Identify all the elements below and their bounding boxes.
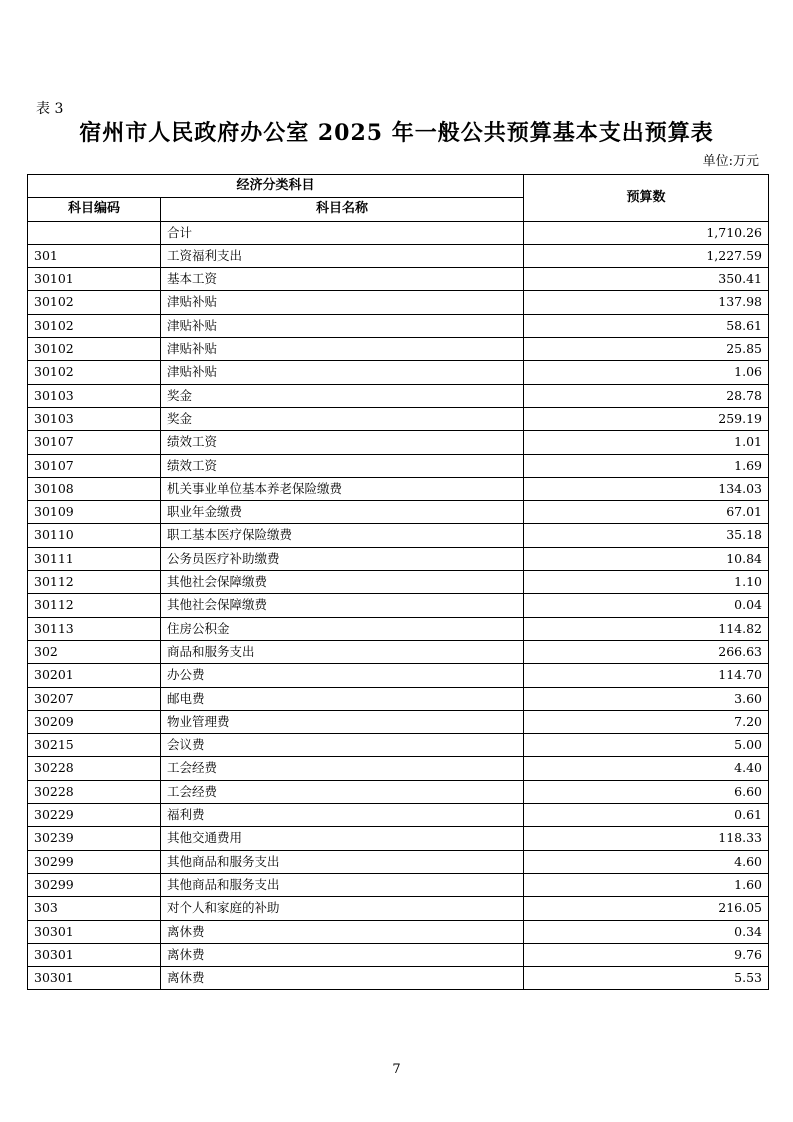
budget-amount-cell: 7.20	[524, 710, 769, 733]
table-row	[28, 897, 769, 920]
subject-code-cell: 30101	[28, 268, 161, 291]
table-row	[28, 827, 769, 850]
subject-code-cell: 302	[28, 640, 161, 663]
table-row	[28, 780, 769, 803]
table-row	[28, 687, 769, 710]
subject-code-cell: 303	[28, 897, 161, 920]
budget-amount-cell: 4.60	[524, 850, 769, 873]
subject-name-cell: 对个人和家庭的补助	[161, 897, 524, 920]
subject-code-cell: 30109	[28, 501, 161, 524]
budget-amount-cell: 1.69	[524, 454, 769, 477]
subject-code-cell: 30215	[28, 734, 161, 757]
subject-name-cell: 绩效工资	[161, 431, 524, 454]
subject-code-cell: 30102	[28, 338, 161, 361]
subject-name-cell: 机关事业单位基本养老保险缴费	[161, 477, 524, 500]
table-row	[28, 291, 769, 314]
budget-amount-cell: 25.85	[524, 338, 769, 361]
subject-name-cell: 离休费	[161, 920, 524, 943]
table-row	[28, 967, 769, 990]
budget-amount-cell: 5.00	[524, 734, 769, 757]
subject-name-cell: 合计	[161, 221, 524, 244]
page-number: 7	[392, 1062, 401, 1077]
table-row	[28, 221, 769, 244]
subject-code-cell: 30228	[28, 757, 161, 780]
budget-amount-cell: 118.33	[524, 827, 769, 850]
subject-code-cell: 30102	[28, 361, 161, 384]
subject-code-cell: 30299	[28, 873, 161, 896]
subject-code-cell: 30207	[28, 687, 161, 710]
unit-label: 单位:万元	[702, 154, 759, 169]
subject-name-cell: 工资福利支出	[161, 244, 524, 267]
subject-name-cell: 物业管理费	[161, 710, 524, 733]
subject-code-cell: 301	[28, 244, 161, 267]
budget-amount-cell: 266.63	[524, 640, 769, 663]
subject-code-cell: 30239	[28, 827, 161, 850]
subject-code-cell: 30229	[28, 804, 161, 827]
document-title: 宿州市人民政府办公室 2025 年一般公共预算基本支出预算表	[79, 120, 714, 146]
budget-amount-cell: 67.01	[524, 501, 769, 524]
subject-code-cell: 30111	[28, 547, 161, 570]
subject-code-cell: 30209	[28, 710, 161, 733]
budget-amount-cell: 1.10	[524, 571, 769, 594]
budget-amount-cell: 134.03	[524, 477, 769, 500]
subject-code-cell: 30301	[28, 967, 161, 990]
table-row	[28, 477, 769, 500]
subject-name-cell: 工会经费	[161, 780, 524, 803]
table-row	[28, 547, 769, 570]
table-row	[28, 338, 769, 361]
budget-amount-cell: 1,227.59	[524, 244, 769, 267]
subject-name-cell: 其他社会保障缴费	[161, 594, 524, 617]
subject-name-cell: 其他商品和服务支出	[161, 873, 524, 896]
budget-amount-cell: 6.60	[524, 780, 769, 803]
table-row	[28, 314, 769, 337]
table-row	[28, 617, 769, 640]
subject-name-cell: 基本工资	[161, 268, 524, 291]
table-row	[28, 361, 769, 384]
subject-name-cell: 住房公积金	[161, 617, 524, 640]
subject-name-cell: 绩效工资	[161, 454, 524, 477]
subject-code-cell: 30103	[28, 384, 161, 407]
table-row	[28, 594, 769, 617]
budget-amount-cell: 1.01	[524, 431, 769, 454]
budget-amount-cell: 9.76	[524, 943, 769, 966]
table-row	[28, 804, 769, 827]
table-row	[28, 873, 769, 896]
subject-code-cell: 30301	[28, 943, 161, 966]
table-row	[28, 710, 769, 733]
header-subject-code: 科目编码	[28, 198, 161, 221]
budget-amount-cell: 5.53	[524, 967, 769, 990]
budget-amount-cell: 4.40	[524, 757, 769, 780]
subject-code-cell: 30107	[28, 454, 161, 477]
subject-name-cell: 其他社会保障缴费	[161, 571, 524, 594]
subject-code-cell: 30102	[28, 314, 161, 337]
budget-amount-cell: 216.05	[524, 897, 769, 920]
budget-amount-cell: 0.61	[524, 804, 769, 827]
subject-name-cell: 商品和服务支出	[161, 640, 524, 663]
budget-amount-cell: 1.60	[524, 873, 769, 896]
table-row	[28, 664, 769, 687]
subject-code-cell: 30102	[28, 291, 161, 314]
budget-amount-cell: 35.18	[524, 524, 769, 547]
subject-name-cell: 职业年金缴费	[161, 501, 524, 524]
table-row	[28, 571, 769, 594]
budget-amount-cell: 58.61	[524, 314, 769, 337]
subject-code-cell: 30112	[28, 571, 161, 594]
table-row	[28, 524, 769, 547]
subject-code-cell: 30112	[28, 594, 161, 617]
table-row	[28, 734, 769, 757]
table-row	[28, 244, 769, 267]
header-budget-amount: 预算数	[524, 175, 769, 222]
subject-code-cell: 30201	[28, 664, 161, 687]
table-row	[28, 920, 769, 943]
subject-name-cell: 福利费	[161, 804, 524, 827]
subject-name-cell: 工会经费	[161, 757, 524, 780]
subject-code-cell: 30107	[28, 431, 161, 454]
budget-table	[27, 174, 769, 990]
budget-amount-cell: 350.41	[524, 268, 769, 291]
budget-amount-cell: 3.60	[524, 687, 769, 710]
table-row	[28, 454, 769, 477]
subject-name-cell: 离休费	[161, 943, 524, 966]
subject-name-cell: 其他交通费用	[161, 827, 524, 850]
subject-code-cell: 30110	[28, 524, 161, 547]
subject-name-cell: 职工基本医疗保险缴费	[161, 524, 524, 547]
table-row	[28, 407, 769, 430]
header-economic-classification: 经济分类科目	[28, 175, 524, 198]
subject-code-cell: 30108	[28, 477, 161, 500]
budget-amount-cell: 114.82	[524, 617, 769, 640]
subject-name-cell: 津贴补贴	[161, 291, 524, 314]
table-row	[28, 943, 769, 966]
subject-name-cell: 办公费	[161, 664, 524, 687]
subject-name-cell: 离休费	[161, 967, 524, 990]
subject-code-cell: 30228	[28, 780, 161, 803]
subject-name-cell: 津贴补贴	[161, 314, 524, 337]
subject-name-cell: 津贴补贴	[161, 338, 524, 361]
budget-amount-cell: 28.78	[524, 384, 769, 407]
header-subject-name: 科目名称	[161, 198, 524, 221]
budget-amount-cell: 10.84	[524, 547, 769, 570]
table-row	[28, 640, 769, 663]
table-row	[28, 850, 769, 873]
budget-amount-cell: 0.04	[524, 594, 769, 617]
subject-name-cell: 津贴补贴	[161, 361, 524, 384]
budget-amount-cell: 114.70	[524, 664, 769, 687]
subject-name-cell: 其他商品和服务支出	[161, 850, 524, 873]
table-row	[28, 268, 769, 291]
table-number: 表 3	[36, 101, 64, 117]
subject-name-cell: 公务员医疗补助缴费	[161, 547, 524, 570]
table-row	[28, 384, 769, 407]
subject-name-cell: 奖金	[161, 384, 524, 407]
table-row	[28, 431, 769, 454]
table-header	[28, 175, 769, 222]
subject-code-cell: 30103	[28, 407, 161, 430]
subject-code-cell: 30301	[28, 920, 161, 943]
subject-name-cell: 会议费	[161, 734, 524, 757]
budget-amount-cell: 259.19	[524, 407, 769, 430]
table-body	[28, 221, 769, 990]
budget-amount-cell: 1.06	[524, 361, 769, 384]
subject-code-cell	[28, 221, 161, 244]
table-row	[28, 757, 769, 780]
subject-name-cell: 邮电费	[161, 687, 524, 710]
budget-amount-cell: 137.98	[524, 291, 769, 314]
table-row	[28, 501, 769, 524]
subject-code-cell: 30299	[28, 850, 161, 873]
budget-amount-cell: 0.34	[524, 920, 769, 943]
subject-name-cell: 奖金	[161, 407, 524, 430]
budget-amount-cell: 1,710.26	[524, 221, 769, 244]
subject-code-cell: 30113	[28, 617, 161, 640]
